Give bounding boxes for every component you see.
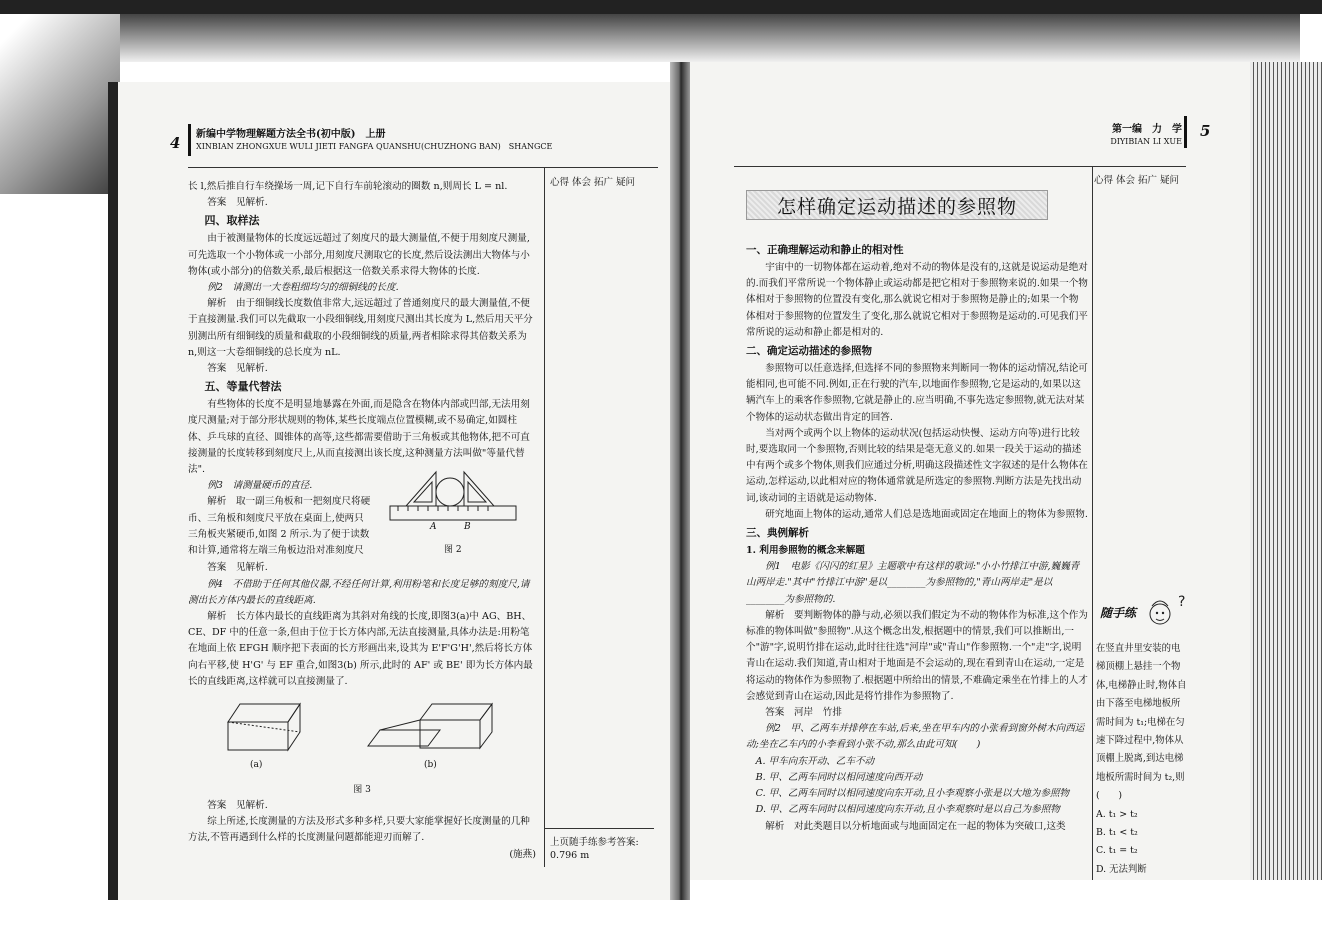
left-page-number: 4 bbox=[170, 134, 181, 152]
left-header-bar bbox=[188, 124, 191, 156]
right-header-pinyin: DIYIBIAN LI XUE bbox=[1110, 137, 1182, 146]
figure-2-caption: 图 2 bbox=[444, 545, 462, 556]
answer-line: 答案 见解析. bbox=[207, 197, 268, 209]
right-section-2-paragraph-3: 研究地面上物体的运动,通常人们总是选地面或固定在地面上的物体为参照物. bbox=[765, 508, 1088, 520]
figure-3 bbox=[188, 690, 536, 782]
right-section-1-paragraph: 宇宙中的一切物体都在运动着,绝对不动的物体是没有的,这就是说运动是绝对的.而我们平常所说一个物体静止或运动都是把它相对于参照物来说的.如果一个物体相对于参照物的位置没有变化,那么就说它相对于参照物是静止的;如果一个物体相对于参照物的位置发生了变化,那么就说它相对于参照物是运动的.可见我们平常所说的运动和静止都是相对的. bbox=[746, 262, 1088, 338]
intro-line: 长 l,然后推自行车绕操场一周,记下自行车前轮滚动的圈数 n,则周长 L = nl. bbox=[188, 181, 508, 192]
figure-2-point-b: B bbox=[464, 522, 471, 533]
right-section-2-paragraph-2: 当对两个或两个以上物体的运动状况(包括运动快慢、运动方向等)进行比较时,要选取同一个参照物,否则比较的结果是毫无意义的.如果一段关于运动的描述中有两个或多个物体,则我们应通过分析,明确这段描述性文字叙述的是什么物体在运动,怎样运动,以此相对应的物体通常就是所选定的参照物.判断方法是先找出动词,该动词的主语就是运动物体. bbox=[746, 427, 1088, 504]
left-side-note-rule bbox=[544, 828, 654, 829]
book-gutter bbox=[670, 62, 690, 900]
right-page-edge-stack bbox=[1250, 62, 1322, 880]
right-header-rule bbox=[734, 166, 1186, 167]
summary-paragraph: 综上所述,长度测量的方法及形式多种多样,只要大家能掌握好长度测量的几种方法,不管再遇到什么样的长度测量问题都能迎刃而解了. bbox=[188, 816, 530, 844]
right-page-number: 5 bbox=[1200, 122, 1211, 140]
left-header-pinyin: XINBIAN ZHONGXUE WULI JIETI FANGFA QUANSHU(CHUZHONG BAN) SHANGCE bbox=[196, 142, 553, 151]
side-option-b: B. t₁ < t₂ bbox=[1096, 827, 1138, 839]
right-section-3-heading: 三、典例解析 bbox=[746, 527, 809, 540]
section-5-heading: 五、等量代替法 bbox=[204, 380, 282, 394]
right-example-1-solution: 解析 要判断物体的静与动,必须以我们假定为不动的物体作为标准,这个作为标准的物体叫做"参照物".从这个概念出发,根据题中的情景,我们可以推断出,一个"游"字,说明竹排在运动,此时往往选"河岸"或"青山"作参照物.一个"走"字,说明青山在运动.我们知道,青山相对于地面是不会运动的,现在看到青山在运动,一定是将运动的物体作为参照物了.根据题中所给出的情景,不难确定乘坐在竹排上的人才会感觉到青山在运动,因此是将竹排作为参照物了. bbox=[746, 609, 1088, 702]
side-practice-question: 在竖直井里安装的电梯顶棚上悬挂一个物体,电梯静止时,物体自由下落至电梯地板所需时间为 t₁;电梯在匀速下降过程中,物体从顶棚上脱离,到达电梯地板所需时间为 t₂,则( ) bbox=[1096, 643, 1187, 802]
left-page-shadow bbox=[108, 82, 118, 900]
option-a: A. 甲车向东开动、乙车不动 bbox=[755, 755, 875, 767]
right-section-1-heading: 一、正确理解运动和静止的相对性 bbox=[746, 244, 904, 256]
example-2-answer: 答案 见解析. bbox=[207, 363, 268, 375]
scan-border-top bbox=[0, 0, 1322, 14]
author-credit: (施燕) bbox=[509, 848, 536, 860]
left-side-heading: 心得 体会 拓广 疑问 bbox=[550, 177, 636, 188]
side-option-d: D. 无法判断 bbox=[1096, 863, 1147, 875]
right-example-2-solution: 解析 对此类题目以分析地面或与地面固定在一起的物体为突破口,这类 bbox=[765, 820, 1066, 832]
example-4: 例4 不借助于任何其他仪器,不经任何计算,利用粉笔和长度足够的刻度尺,请测出长方体内最长的直线距离. bbox=[188, 578, 530, 606]
figure-3a-label: (a) bbox=[250, 760, 263, 771]
right-header-bar bbox=[1184, 116, 1187, 148]
example-3-block bbox=[188, 494, 536, 560]
side-option-c: C. t₁ = t₂ bbox=[1096, 845, 1138, 857]
right-example-2: 例2 甲、乙两车并排停在车站,后来,坐在甲车内的小张看到窗外树木向西运动;坐在乙车内的小李看到小张不动,那么由此可知( ) bbox=[746, 723, 1085, 751]
figure-2 bbox=[388, 464, 518, 556]
example-2: 例2 请测出一大卷粗细均匀的细铜线的长度. bbox=[207, 282, 399, 294]
right-section-2-paragraph-1: 参照物可以任意选择,但选择不同的参照物来判断同一物体的运动情况,结论可能相同,也可能不同.例如,正在行驶的汽车,以地面作参照物,它是运动的,如果以这辆汽车上的乘客作参照物,它就是静止的.应当明确,不事先选定参照物,就无法对某个物体的运动状态做出肯定的回答. bbox=[746, 363, 1088, 423]
right-column-divider bbox=[1092, 166, 1093, 880]
left-column-divider bbox=[544, 167, 545, 867]
svg-text:?: ? bbox=[1178, 594, 1186, 610]
figure-3b-label: (b) bbox=[424, 760, 437, 771]
subsection-1-heading: 1. 利用参照物的概念来解题 bbox=[746, 545, 865, 557]
left-page bbox=[118, 82, 670, 900]
left-header-title: 新编中学物理解题方法全书(初中版) 上册 bbox=[196, 129, 386, 140]
figure-2-point-a: A bbox=[430, 522, 437, 533]
right-example-1-answer: 答案 河岸 竹排 bbox=[765, 707, 842, 719]
practice-logo-text: 随手练 bbox=[1100, 606, 1137, 620]
scan-border-left-noise bbox=[0, 14, 120, 194]
right-side-heading: 心得 体会 拓广 疑问 bbox=[1094, 175, 1180, 186]
example-3-answer: 答案 见解析. bbox=[207, 562, 268, 574]
figure-2-drawing bbox=[388, 464, 518, 534]
option-c: C. 甲、乙两车同时以相同速度向东开动,且小李观察小张是以大地为参照物 bbox=[755, 788, 1070, 800]
example-4-answer: 答案 见解析. bbox=[207, 800, 268, 812]
example-4-solution: 解析 长方体内最长的直线距离为其斜对角线的长度,即图3(a)中 AG、BH、CE、DF 中的任意一条,但由于位于长方体内部,无法直接测量,具体办法是:用粉笔在地面上依 EFGH 顺序把下表面的长方形画出来,设其为 E'F'G'H',然后将长方体向右平移,使 H'G' 与 EF 重合,如图3(b) 所示,此时的 AF' 或 BE' 即为长方体内最长的直线距离,这样就可以直接测量了. bbox=[188, 611, 533, 687]
right-section-2-heading: 二、确定运动描述的参照物 bbox=[746, 345, 872, 358]
side-option-a: A. t₁ > t₂ bbox=[1096, 808, 1138, 820]
example-2-solution: 解析 由于细铜线长度数值非常大,远远超过了普通刻度尺的最大测量值,不便于直接测量.我们可以先截取一小段细铜线,用刻度尺测出其长度为 L,然后用天平分别测出所有细铜线的质量和截取的小段细铜线的质量,两者相除求得其倍数关系为 n,则这一大卷细铜线的总长度为 nL. bbox=[188, 298, 533, 358]
option-b: B. 甲、乙两车同时以相同速度向西开动 bbox=[755, 771, 923, 783]
section-5-paragraph: 有些物体的长度不是明显地暴露在外面,而是隐含在物体内部或凹部,无法用刻度尺测量;对于部分形状规则的物体,某些长度端点位置模糊,或不易确定,如圆柱体、乒乓球的直径、圆锥体的高等,这些都需要借助于三角板或其他物体,把不可直接测量的长度转移到刻度尺上,从而直接测出该长度,这种测量方法叫做"等量代替法". bbox=[188, 399, 530, 476]
left-side-note-value: 0.796 m bbox=[550, 850, 590, 861]
section-4-paragraph: 由于被测量物体的长度远远超过了刻度尺的最大测量值,不便于用刻度尺测量,可先选取一个小物体或一小部分,用刻度尺测取它的长度,然后设法测出大物体与小物体(或小部分)的倍数关系,最后根据这一倍数关系求得大物体的长度. bbox=[188, 233, 530, 277]
right-side-column bbox=[1096, 640, 1188, 880]
right-page bbox=[690, 62, 1250, 880]
right-example-1: 例1 电影《闪闪的红星》主题歌中有这样的歌词:"小小竹排江中游,巍巍青山两岸走."其中"竹排江中游"是以________为参照物的,"青山两岸走"是以________为参照物的. bbox=[746, 561, 1080, 605]
left-side-note-title: 上页随手练参考答案: bbox=[550, 837, 639, 848]
example-3: 例3 请测量硬币的直径. bbox=[207, 480, 313, 492]
article-title: 怎样确定运动描述的参照物 bbox=[746, 190, 1048, 220]
section-4-heading: 四、取样法 bbox=[204, 214, 260, 228]
left-header-rule bbox=[188, 167, 658, 168]
right-main-column bbox=[746, 240, 1088, 880]
option-d: D. 甲、乙两车同时以相同速度向东开动,且小李观察时是以自己为参照物 bbox=[755, 804, 1060, 816]
left-main-column bbox=[188, 179, 536, 879]
scan-border-top-noise bbox=[120, 14, 1300, 62]
example-3-solution: 解析 取一副三角板和一把刻度尺将硬币、三角板和刻度尺平放在桌面上,使两只三角板夹紧硬币,如图 2 所示.为了便于读数和计算,通常将左端三角板边沿对准刻度尺 bbox=[188, 496, 371, 557]
right-header-title: 第一编 力 学 bbox=[1112, 124, 1182, 135]
figure-3-drawing bbox=[188, 690, 528, 760]
figure-3-caption: 图 3 bbox=[353, 785, 371, 796]
practice-logo bbox=[1098, 592, 1188, 638]
